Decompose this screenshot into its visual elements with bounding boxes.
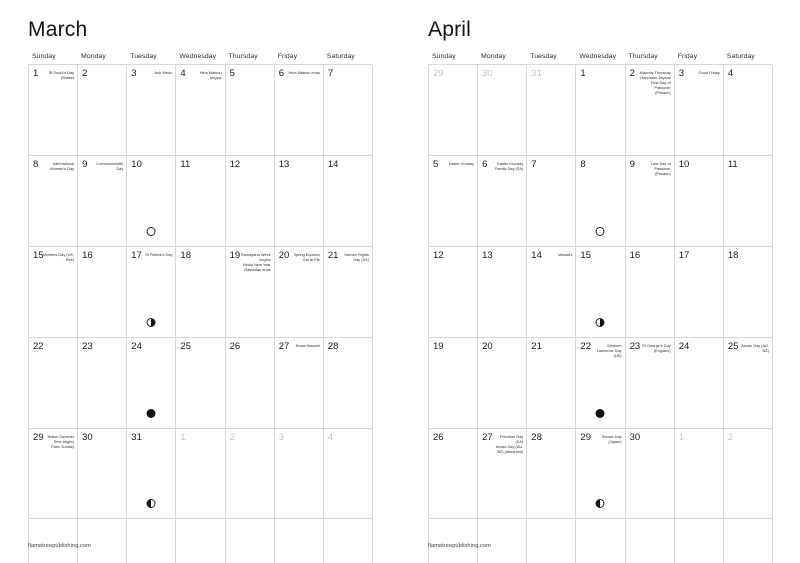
day-cell[interactable] — [29, 519, 78, 563]
day-number: 9 — [629, 159, 635, 170]
week-row — [29, 519, 373, 563]
day-cell[interactable] — [724, 247, 773, 338]
weekday-header: Sunday — [32, 53, 56, 60]
day-number: 15 — [580, 250, 591, 261]
day-cell[interactable] — [275, 429, 324, 519]
day-number: 29 — [433, 68, 444, 79]
day-number: 14 — [531, 250, 542, 261]
day-number: 2 — [82, 68, 88, 79]
moon-phase-new-icon — [596, 227, 605, 236]
day-number: 6 — [278, 68, 284, 79]
day-cell[interactable] — [127, 247, 176, 338]
day-cell[interactable] — [576, 65, 625, 156]
week-row — [429, 65, 773, 156]
day-cell[interactable] — [127, 519, 176, 563]
day-number: 6 — [482, 159, 488, 170]
event-label: Freedom Day (SA) — [499, 433, 524, 444]
week-row — [429, 156, 773, 247]
day-number: 19 — [229, 250, 241, 261]
day-number: 12 — [433, 250, 444, 261]
day-number: 8 — [580, 159, 586, 170]
day-events — [590, 434, 622, 444]
day-events — [91, 161, 123, 171]
day-cell[interactable] — [226, 247, 275, 338]
day-number: 4 — [327, 432, 334, 443]
day-number: 4 — [727, 68, 734, 79]
day-number: 27 — [482, 432, 493, 443]
week-row — [29, 429, 373, 519]
day-cell[interactable] — [527, 65, 576, 156]
day-events — [42, 252, 74, 262]
day-events — [590, 343, 622, 358]
day-cell[interactable] — [576, 338, 625, 429]
event-label: Ramadan ends — [244, 266, 271, 272]
day-cell[interactable] — [324, 156, 373, 247]
event-label: British Summer Time begins — [47, 433, 75, 444]
day-number: 3 — [678, 68, 684, 79]
day-number: 30 — [82, 432, 93, 443]
day-cell[interactable] — [176, 65, 225, 156]
day-events — [190, 70, 222, 80]
day-number: 7 — [327, 68, 334, 79]
day-number: 28 — [531, 432, 542, 443]
day-cell[interactable] — [724, 156, 773, 247]
day-cell[interactable] — [226, 65, 275, 156]
day-cell[interactable] — [324, 338, 373, 429]
day-cell[interactable] — [176, 338, 225, 429]
day-cell[interactable] — [626, 65, 675, 156]
day-number: 11 — [180, 159, 191, 170]
day-number: 31 — [531, 68, 542, 79]
day-number: 25 — [727, 341, 739, 352]
event-label: Maundy Thursday — [639, 69, 671, 75]
event-label: Ramayana Week begins — [240, 251, 271, 262]
day-cell[interactable] — [275, 65, 324, 156]
day-cell[interactable] — [478, 429, 527, 519]
day-cell[interactable] — [724, 338, 773, 429]
day-cell[interactable] — [429, 519, 478, 563]
day-cell[interactable] — [29, 65, 78, 156]
weekday-header: Friday — [677, 53, 698, 60]
day-cell[interactable] — [78, 429, 127, 519]
event-label: St David's Day (Wales) — [48, 69, 75, 80]
day-cell[interactable] — [527, 247, 576, 338]
day-cell[interactable] — [626, 429, 675, 519]
month-grid — [428, 64, 772, 563]
week-row — [29, 65, 373, 156]
day-number: 8 — [33, 159, 39, 170]
day-number: 5 — [229, 68, 235, 79]
day-number: 3 — [131, 68, 137, 79]
day-events — [442, 161, 474, 166]
event-label: Hina Matsuri begins — [199, 69, 222, 80]
day-events — [639, 343, 671, 353]
day-number: 16 — [629, 250, 641, 261]
day-cell[interactable] — [429, 156, 478, 247]
day-number: 10 — [678, 159, 690, 170]
day-cell[interactable] — [127, 65, 176, 156]
month-inner — [28, 18, 372, 563]
event-label: International Women's Day — [50, 160, 75, 171]
day-cell[interactable] — [324, 429, 373, 519]
week-row — [29, 247, 373, 338]
day-cell[interactable] — [324, 65, 373, 156]
day-cell[interactable] — [127, 429, 176, 519]
day-cell[interactable] — [724, 519, 773, 563]
event-label: Easter Monday — [497, 160, 524, 166]
day-number: 30 — [629, 432, 641, 443]
day-cell[interactable] — [429, 338, 478, 429]
day-events — [491, 434, 523, 454]
day-events — [42, 434, 74, 449]
day-number: 13 — [482, 250, 493, 261]
week-row — [429, 338, 773, 429]
day-number: 14 — [327, 159, 339, 170]
day-number: 1 — [580, 68, 586, 79]
day-cell[interactable] — [576, 519, 625, 563]
day-cell[interactable] — [176, 519, 225, 563]
day-events — [140, 252, 172, 257]
day-cell[interactable] — [78, 65, 127, 156]
day-number: 11 — [727, 159, 738, 170]
day-cell[interactable] — [275, 156, 324, 247]
day-cell[interactable] — [176, 156, 225, 247]
day-number: 26 — [433, 432, 444, 443]
weekday-header: Wednesday — [179, 53, 217, 60]
event-label: Ash Wedn — [154, 69, 173, 75]
weekday-header: Tuesday — [530, 53, 557, 60]
day-number: 24 — [678, 341, 690, 352]
week-row — [29, 156, 373, 247]
day-number: 7 — [531, 159, 537, 170]
day-number: 1 — [180, 432, 186, 443]
day-cell[interactable] — [576, 247, 625, 338]
day-events — [42, 70, 74, 80]
day-events — [337, 252, 369, 262]
weekday-header: Saturday — [726, 53, 755, 60]
day-cell[interactable] — [478, 338, 527, 429]
day-number: 16 — [82, 250, 93, 261]
weekday-header-row — [428, 53, 772, 60]
day-number: 3 — [278, 432, 284, 443]
day-number: 21 — [531, 341, 542, 352]
day-number: 9 — [82, 159, 88, 170]
footer-credit: flametreepublishing.com — [28, 543, 91, 549]
weekday-header: Wednesday — [579, 53, 617, 60]
day-cell[interactable] — [675, 338, 724, 429]
day-number: 25 — [180, 341, 191, 352]
day-number: 29 — [33, 432, 44, 443]
day-cell[interactable] — [429, 65, 478, 156]
day-cell[interactable] — [429, 429, 478, 519]
event-label: Mothers Day (UK, Eire) — [43, 251, 75, 262]
day-number: 2 — [727, 432, 734, 443]
day-number: 24 — [131, 341, 142, 352]
week-row — [429, 247, 773, 338]
day-events — [639, 161, 671, 176]
event-label: Palm Sunday — [51, 443, 75, 449]
week-row — [429, 519, 773, 563]
moon-phase-last-icon — [596, 499, 605, 508]
day-number: 26 — [229, 341, 241, 352]
day-cell[interactable] — [675, 429, 724, 519]
event-label: Spring Equinox — [293, 251, 320, 257]
day-cell[interactable] — [78, 156, 127, 247]
weekday-header: Monday — [481, 53, 506, 60]
day-number: 18 — [727, 250, 739, 261]
day-cell[interactable] — [275, 247, 324, 338]
footer-credit: flametreepublishing.com — [428, 543, 491, 549]
day-cell[interactable] — [675, 156, 724, 247]
day-cell[interactable] — [576, 156, 625, 247]
event-label: Family Day (SA) — [494, 165, 524, 171]
month-grid — [28, 64, 372, 563]
day-cell[interactable] — [29, 338, 78, 429]
day-number: 29 — [580, 432, 591, 443]
day-events — [491, 161, 523, 171]
day-cell[interactable] — [29, 247, 78, 338]
day-cell[interactable] — [675, 247, 724, 338]
day-cell[interactable] — [78, 247, 127, 338]
day-events — [288, 343, 320, 348]
day-number: 22 — [33, 341, 44, 352]
day-cell[interactable] — [675, 519, 724, 563]
day-events — [288, 252, 320, 262]
week-row — [429, 429, 773, 519]
day-cell[interactable] — [226, 156, 275, 247]
day-number: 31 — [131, 432, 142, 443]
event-label: Stephen Lawrence Day (UK) — [596, 342, 622, 358]
moon-phase-first-icon — [147, 318, 156, 327]
day-number: 20 — [278, 250, 290, 261]
day-number: 23 — [629, 341, 641, 352]
day-cell[interactable] — [127, 338, 176, 429]
month-panel-april — [400, 0, 800, 563]
event-label: Human Rights Day (SA) — [344, 251, 369, 262]
day-events — [688, 70, 720, 75]
day-cell[interactable] — [626, 247, 675, 338]
event-label: Commonwealth Day — [96, 160, 124, 171]
day-events — [42, 161, 74, 171]
event-label: Easter Sunday — [448, 160, 475, 166]
day-number: 4 — [180, 68, 186, 79]
day-events — [288, 70, 320, 75]
day-cell[interactable] — [275, 519, 324, 563]
event-label: Eid al-Fitr — [303, 256, 320, 262]
day-number: 2 — [629, 68, 635, 79]
day-events — [239, 252, 271, 272]
day-cell[interactable] — [478, 65, 527, 156]
moon-phase-new-icon — [147, 227, 156, 236]
day-cell[interactable] — [176, 429, 225, 519]
day-number: 5 — [433, 159, 439, 170]
day-cell[interactable] — [29, 156, 78, 247]
day-cell[interactable] — [226, 338, 275, 429]
weekday-header-row — [28, 53, 372, 60]
day-cell[interactable] — [429, 247, 478, 338]
day-cell[interactable] — [478, 156, 527, 247]
event-label: Vaisakhi — [558, 251, 573, 257]
day-number: 27 — [278, 341, 290, 352]
day-number: 13 — [278, 159, 290, 170]
day-cell[interactable] — [78, 519, 127, 563]
day-number: 22 — [580, 341, 591, 352]
weekday-header: Tuesday — [130, 53, 157, 60]
moon-phase-full-icon — [596, 409, 605, 418]
day-cell[interactable] — [478, 247, 527, 338]
day-cell[interactable] — [176, 247, 225, 338]
day-events — [540, 252, 572, 257]
day-cell[interactable] — [324, 519, 373, 563]
month-inner — [428, 18, 772, 563]
event-label: Hindu New Year — [242, 261, 271, 267]
event-label: St George's Day (England) — [642, 342, 671, 353]
day-cell[interactable] — [724, 65, 773, 156]
day-number: 28 — [327, 341, 339, 352]
weekday-header: Monday — [81, 53, 106, 60]
day-number: 19 — [433, 341, 444, 352]
event-label: Good Friday — [698, 69, 720, 75]
day-cell[interactable] — [527, 519, 576, 563]
day-events — [737, 343, 769, 353]
event-label: Showa Day (Japan) — [601, 433, 622, 444]
day-number: 1 — [33, 68, 39, 79]
weekday-header: Sunday — [432, 53, 456, 60]
day-number: 10 — [131, 159, 142, 170]
day-events — [639, 70, 671, 95]
day-cell[interactable] — [78, 338, 127, 429]
day-number: 21 — [327, 250, 339, 261]
day-cell[interactable] — [478, 519, 527, 563]
event-label: Anzac Day (AU, NZ) — [741, 342, 769, 353]
event-label: First Day of Passover (Pesach) — [650, 79, 671, 95]
day-cell[interactable] — [626, 519, 675, 563]
moon-phase-last-icon — [147, 499, 156, 508]
day-number: 17 — [678, 250, 690, 261]
day-cell[interactable] — [527, 429, 576, 519]
day-number: 17 — [131, 250, 142, 261]
weekday-header: Thursday — [628, 53, 658, 60]
moon-phase-full-icon — [147, 409, 156, 418]
day-number: 20 — [482, 341, 493, 352]
month-title: April — [428, 18, 472, 41]
day-cell[interactable] — [576, 429, 625, 519]
weekday-header: Saturday — [326, 53, 355, 60]
day-events — [140, 70, 172, 75]
moon-phase-first-icon — [596, 318, 605, 327]
month-title: March — [28, 18, 88, 41]
day-cell[interactable] — [275, 338, 324, 429]
weekday-header: Friday — [277, 53, 298, 60]
day-cell[interactable] — [29, 429, 78, 519]
event-label: Anzac Day (AU, NZ) (observed) — [495, 443, 524, 454]
day-number: 30 — [482, 68, 493, 79]
day-number: 12 — [229, 159, 241, 170]
day-cell[interactable] — [226, 519, 275, 563]
event-label: St Patrick's Day — [145, 251, 173, 257]
event-label: Hina Matsuri ends — [288, 69, 320, 75]
day-cell[interactable] — [626, 156, 675, 247]
day-cell[interactable] — [724, 429, 773, 519]
day-number: 2 — [229, 432, 235, 443]
event-label: Nowa Navami — [295, 342, 320, 348]
day-cell[interactable] — [675, 65, 724, 156]
day-cell[interactable] — [127, 156, 176, 247]
event-label: Last Day of Passover (Pesach) — [651, 160, 671, 176]
day-cell[interactable] — [527, 156, 576, 247]
day-number: 1 — [678, 432, 684, 443]
day-number: 15 — [33, 250, 44, 261]
week-row — [29, 338, 373, 429]
day-number: 18 — [180, 250, 191, 261]
day-cell[interactable] — [324, 247, 373, 338]
weekday-header: Thursday — [228, 53, 258, 60]
day-number: 23 — [82, 341, 93, 352]
event-label: Hanuman Jayanti — [640, 74, 671, 80]
day-cell[interactable] — [626, 338, 675, 429]
day-cell[interactable] — [226, 429, 275, 519]
day-cell[interactable] — [527, 338, 576, 429]
